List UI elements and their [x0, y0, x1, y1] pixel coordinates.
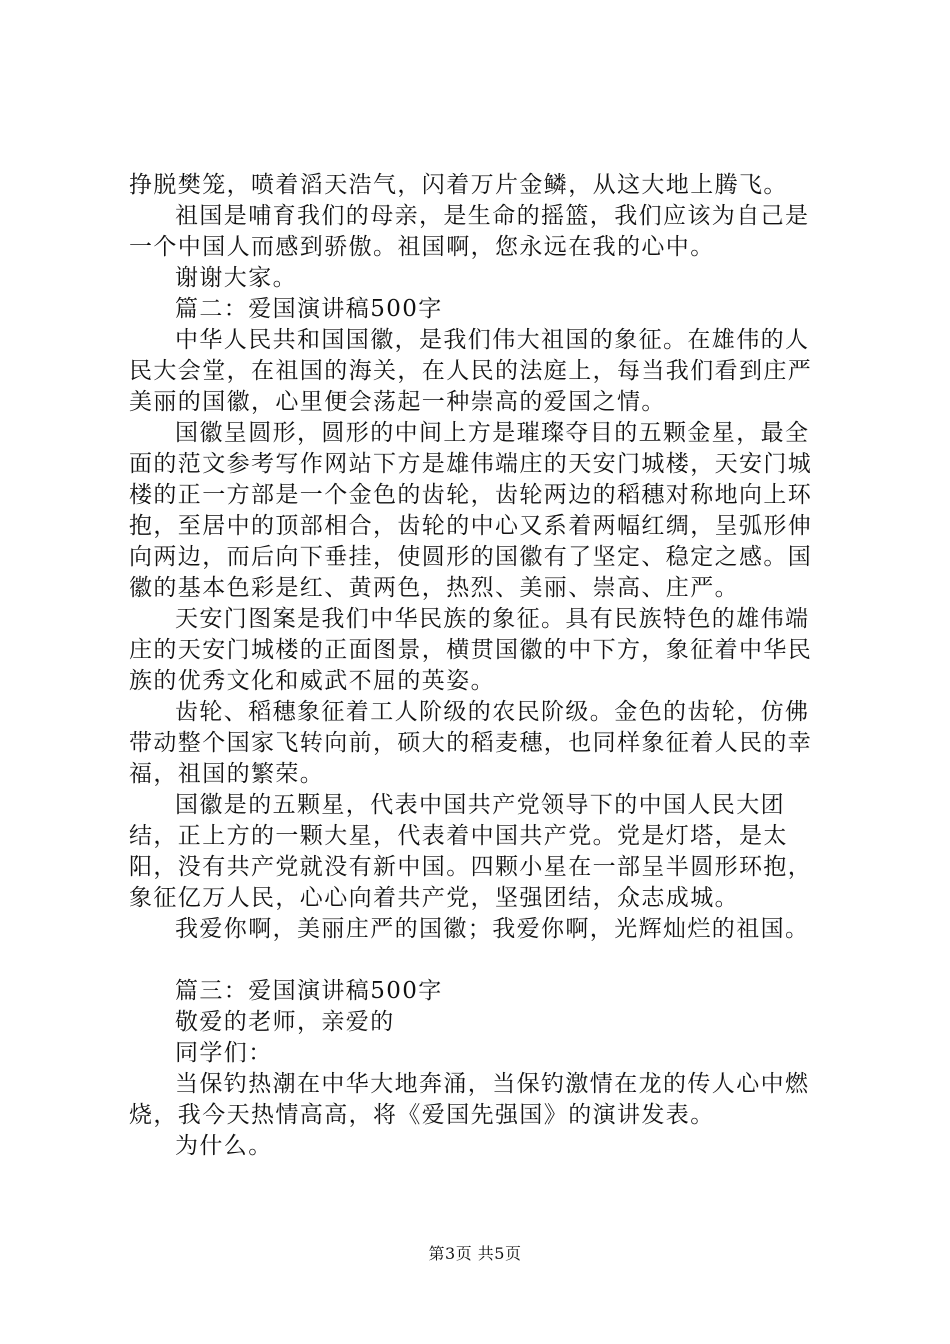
paragraph-15: 当保钓热潮在中华大地奔涌，当保钓激情在龙的传人心中燃烧，我今天热情高高，将《爱国先强国》的演讲发表。	[129, 1071, 810, 1128]
paragraph-2: 祖国是哺育我们的母亲，是生命的摇篮，我们应该为自己是一个中国人而感到骄傲。祖国啊，您永远在我的心中。	[129, 203, 810, 260]
paragraph-6: 国徽呈圆形，圆形的中间上方是璀璨夺目的五颗金星，最全面的范文参考写作网站下方是雄伟端庄的天安门城楼，天安门城楼的正一方部是一个金色的齿轮，齿轮两边的稻穗对称地向上环抱，至居中的顶部相合，齿轮的中心又系着两幅红绸，呈弧形伸向两边，而后向下垂挂，使圆形的国徽有了坚定、稳定之感。国徽的基本色彩是红、黄两色，热烈、美丽、崇高、庄严。	[129, 420, 813, 601]
paragraph-3: 谢谢大家。	[175, 265, 297, 291]
paragraph-10: 我爱你啊，美丽庄严的国徽；我爱你啊，光辉灿烂的祖国。	[175, 916, 810, 942]
blank-line	[129, 945, 829, 976]
paragraph-9: 国徽是的五颗星，代表中国共产党领导下的中国人民大团结，正上方的一颗大星，代表着中国共产党。党是灯塔，是太阳，没有共产党就没有新中国。四颗小星在一部呈半圆形环抱，象征亿万人民，心心向着共产党，坚强团结，众志成城。	[129, 792, 813, 911]
section-heading-3: 篇三：爱国演讲稿500字	[175, 978, 443, 1004]
paragraph-1: 挣脱樊笼，喷着滔天浩气，闪着万片金鳞，从这大地上腾飞。	[129, 172, 788, 198]
paragraph-8: 齿轮、稻穗象征着工人阶级的农民阶级。金色的齿轮，仿佛带动整个国家飞转向前，硕大的稻麦穗，也同样象征着人民的幸福，祖国的繁荣。	[129, 699, 813, 787]
section-heading-2: 篇二：爱国演讲稿500字	[175, 296, 443, 322]
paragraph-16: 为什么。	[175, 1133, 273, 1159]
page-footer: 第3页 共5页	[428, 1244, 522, 1263]
document-body	[129, 170, 829, 1162]
paragraph-7: 天安门图案是我们中华民族的象征。具有民族特色的雄伟端庄的天安门城楼的正面图景，横贯国徽的中下方，象征着中华民族的优秀文化和威武不屈的英姿。	[129, 606, 813, 694]
paragraph-14: 同学们：	[175, 1040, 273, 1066]
paragraph-13: 敬爱的老师，亲爱的	[175, 1009, 395, 1035]
paragraph-5: 中华人民共和国国徽，是我们伟大祖国的象征。在雄伟的人民大会堂，在祖国的海关，在人民的法庭上，每当我们看到庄严美丽的国徽，心里便会荡起一种崇高的爱国之情。	[129, 327, 813, 415]
